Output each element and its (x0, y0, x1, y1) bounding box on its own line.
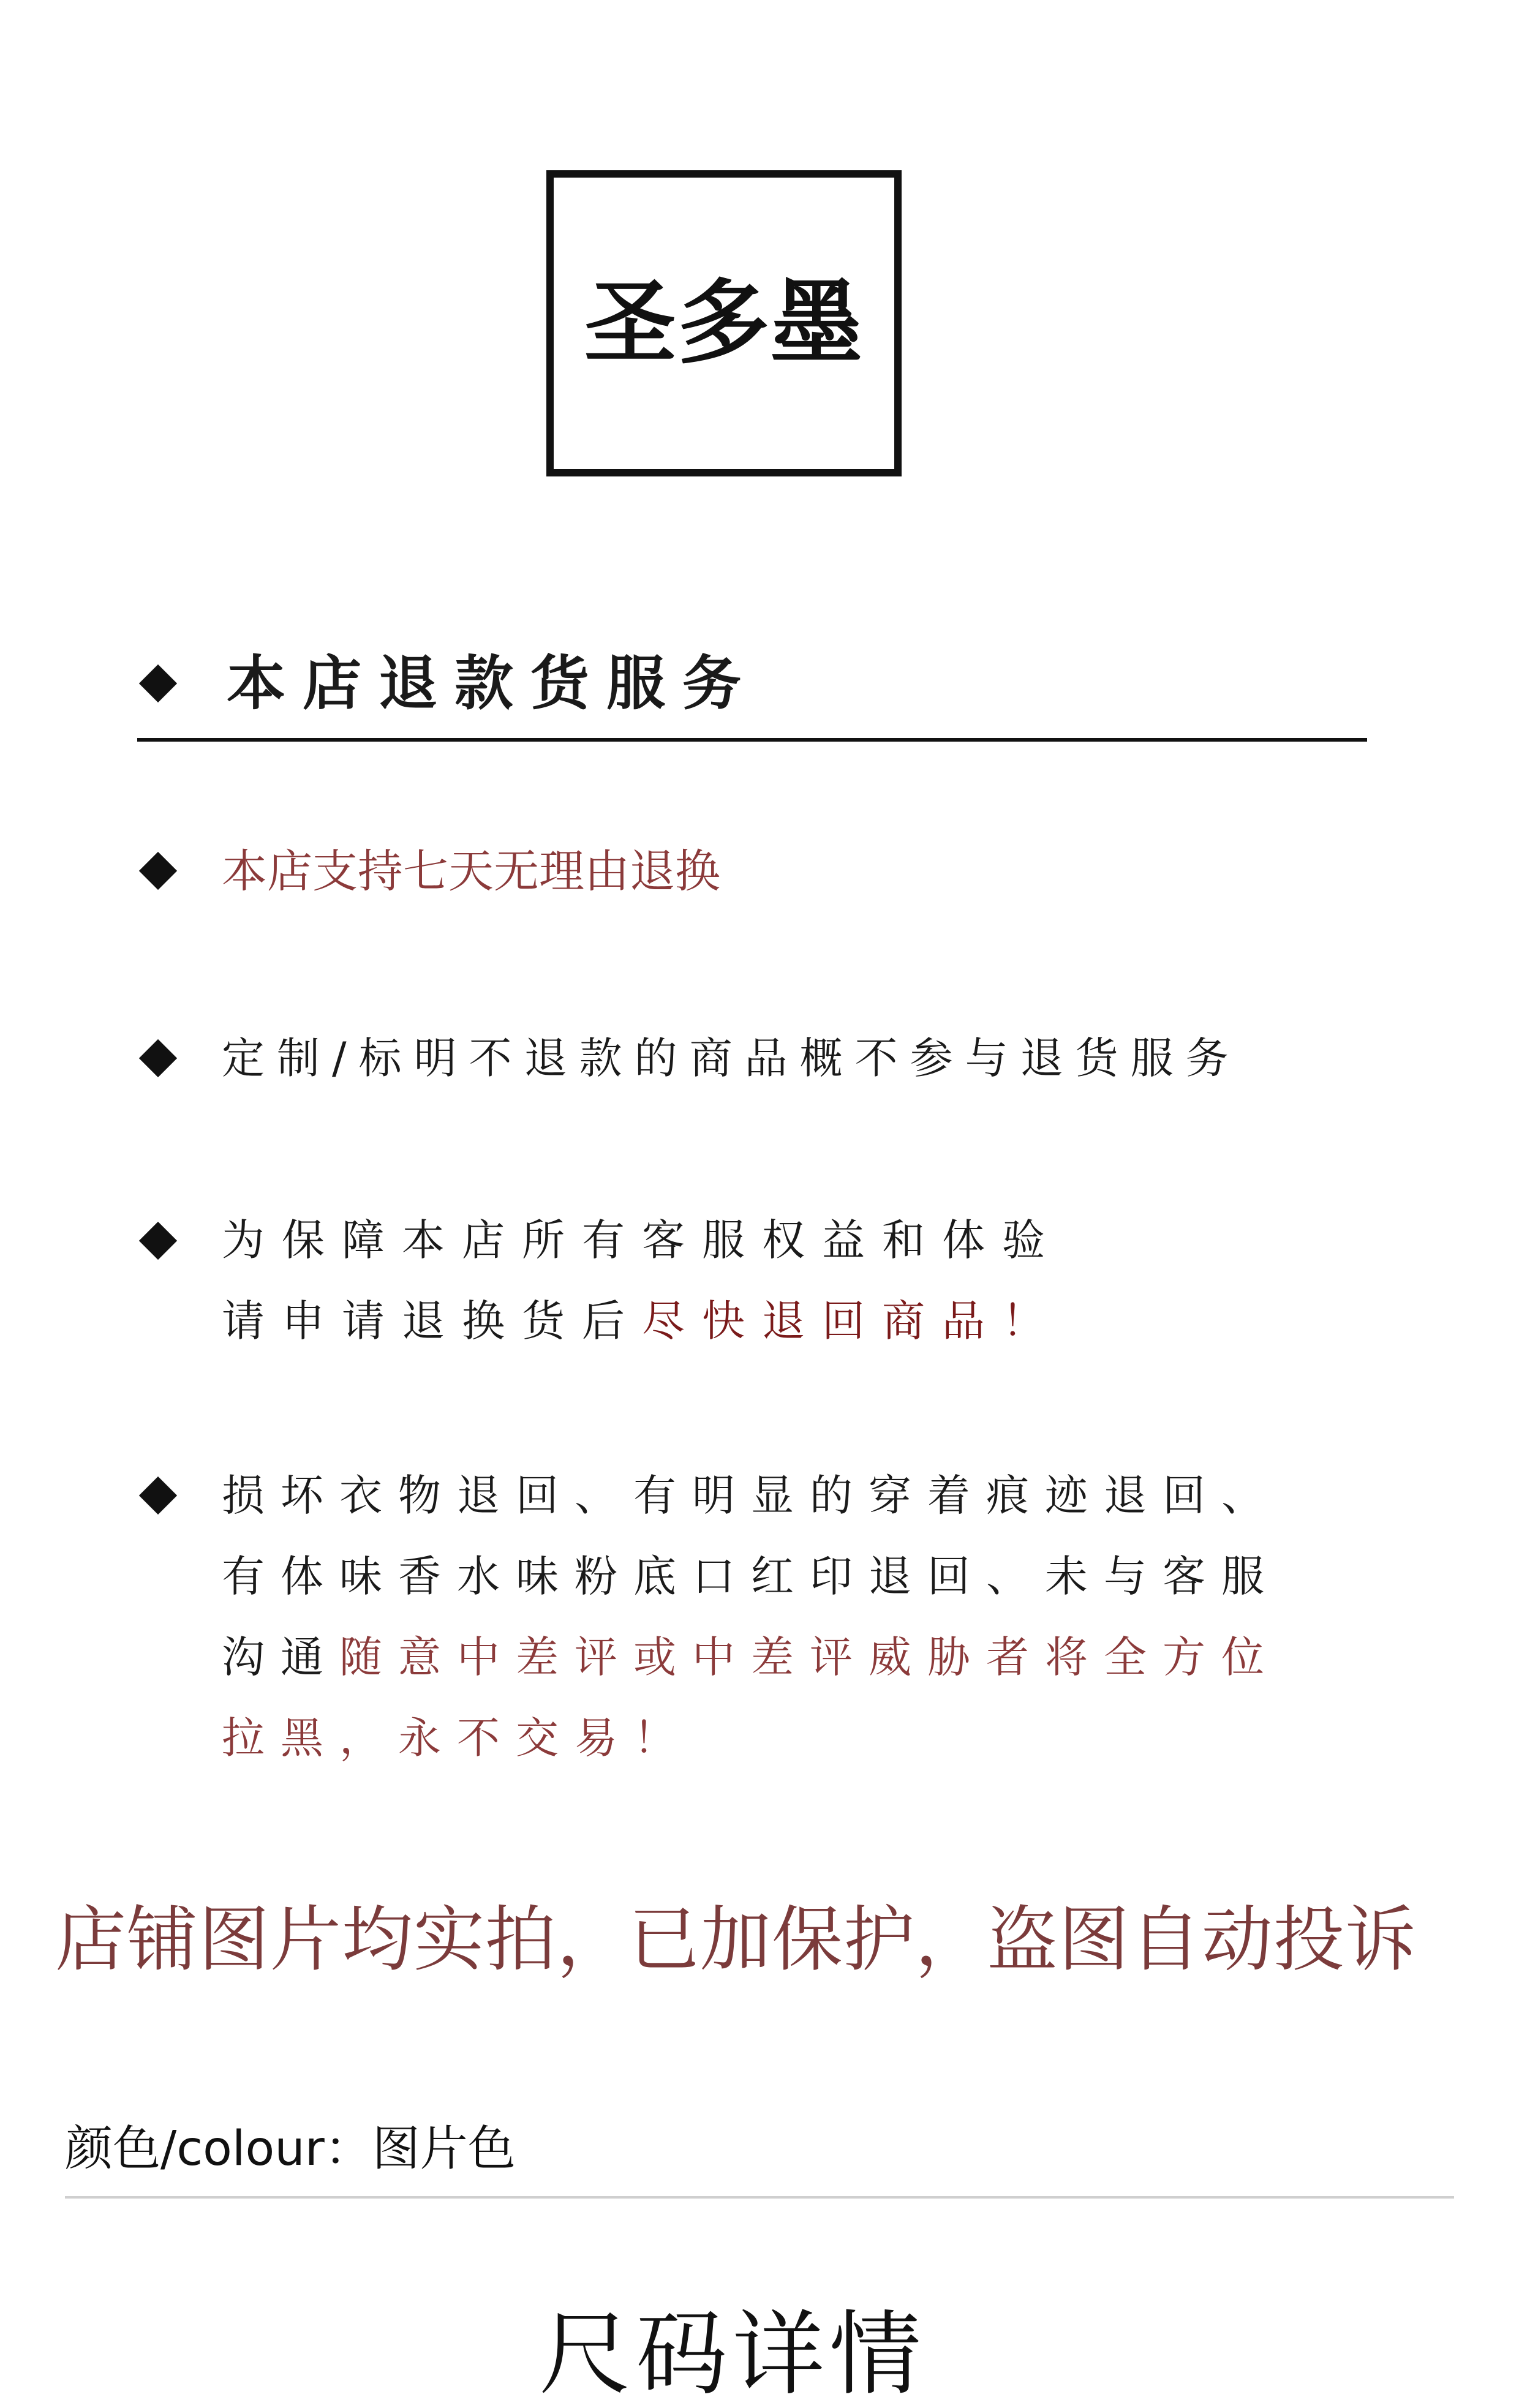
size-details-title: 尺码详情 (539, 2301, 927, 2408)
policy-bullet-icon (139, 1039, 177, 1077)
section-heading: 本店退款货服务 (227, 649, 758, 718)
policy-item-3-highlight: 尽快退回商品！ (642, 1296, 1062, 1346)
policy-item-4-line-1: 损坏衣物退回、有明显的穿着痕迹退回、 (222, 1470, 1280, 1521)
policy-bullet-icon (139, 1222, 177, 1260)
policy-item-4-line-3 (222, 1632, 1280, 1682)
colour-label: 颜色/colour： (65, 2121, 372, 2177)
policy-item-1: 本店支持七天无理由退换 (222, 845, 720, 898)
policy-item-3-line-2 (222, 1296, 1062, 1346)
heading-divider (137, 738, 1367, 742)
colour-divider (65, 2196, 1454, 2199)
policy-bullet-icon (139, 852, 177, 890)
brand-logo-text: 圣多墨 (584, 270, 864, 377)
photo-protection-banner: 店铺图片均实拍，已加保护，盗图自动投诉 (55, 1898, 1417, 1981)
policy-item-4-line-4: 拉黑，永不交易！ (222, 1713, 692, 1763)
policy-item-4-highlight: 随意中差评或中差评威胁者将全方位 (339, 1632, 1280, 1682)
policy-item-3-line-1: 为保障本店所有客服权益和体验 (222, 1215, 1062, 1265)
policy-item-4-line-3-text: 沟通 (222, 1632, 339, 1682)
colour-value: 图片色 (372, 2121, 516, 2177)
colour-info (65, 2121, 516, 2177)
policy-bullet-icon (139, 1477, 177, 1514)
brand-logo (546, 170, 902, 476)
policy-item-4-line-2: 有体味香水味粉底口红印退回、未与客服 (222, 1551, 1280, 1601)
heading-bullet-icon (139, 664, 177, 702)
policy-item-3-line-2-text: 请申请退换货后 (222, 1296, 642, 1346)
policy-item-2: 定制/标明不退款的商品概不参与退货服务 (222, 1033, 1241, 1083)
